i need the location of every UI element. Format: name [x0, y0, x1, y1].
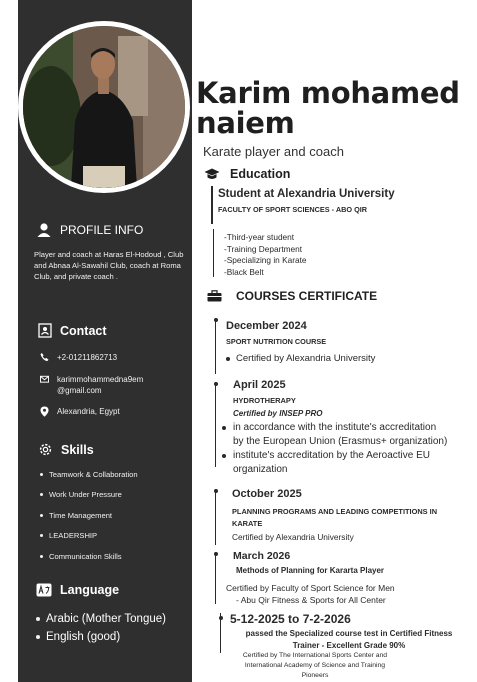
- translate-icon: [36, 583, 52, 597]
- timeline-dot: [219, 616, 223, 620]
- education-title: Education: [230, 167, 291, 181]
- timeline-dot: [214, 318, 218, 322]
- course-2-date: April 2025: [233, 379, 286, 391]
- course-2-bullet-2: [222, 449, 430, 477]
- skill-label: Teamwork & Collaboration: [49, 469, 138, 479]
- timeline-line: [215, 489, 216, 545]
- language-heading: [36, 583, 119, 597]
- course-5-cert-line-2: International Academy of Science and Training: [244, 662, 386, 669]
- language-list: [36, 610, 166, 646]
- course-1-cert: [226, 353, 375, 364]
- courses-title: COURSES CERTIFICATE: [236, 289, 378, 303]
- education-detail: -Specializing in Karate: [224, 255, 307, 265]
- email-icon: [40, 374, 49, 384]
- timeline-dot: [214, 552, 218, 556]
- skill-item: [40, 485, 138, 506]
- email-address[interactable]: [57, 374, 143, 396]
- education-school: Student at Alexandria University: [218, 188, 395, 200]
- contact-location: [40, 406, 120, 417]
- skill-label: Work Under Pressure: [49, 490, 122, 500]
- course-5-cert-line-3: Pioneers: [301, 672, 329, 679]
- education-detail: -Third-year student: [224, 232, 295, 242]
- course-1-title: SPORT NUTRITION COURSE: [226, 337, 327, 346]
- phone-number[interactable]: +2-01211862713: [57, 353, 118, 362]
- language-label: English (good): [46, 631, 121, 643]
- course-4-title: Methods of Planning for Kararta Player: [236, 566, 385, 575]
- bullet: [40, 514, 43, 517]
- courses-heading: [207, 289, 377, 303]
- skill-label: LEADERSHIP: [49, 531, 98, 541]
- contact-card-icon: [38, 323, 52, 338]
- education-details: [224, 232, 307, 278]
- briefcase-icon: [207, 290, 222, 302]
- course-2-bullet-2-line-2: organization: [233, 464, 288, 475]
- skill-item: [40, 546, 138, 567]
- education-detail: -Training Department: [224, 243, 303, 254]
- timeline-line: [211, 186, 213, 224]
- course-1-cert-text: Certified by Alexandria University: [236, 353, 376, 364]
- bullet: [40, 493, 43, 496]
- course-4-cert-line-2: - Abu Qir Fitness & Sports for All Center: [236, 595, 386, 605]
- email-line-1: karimmohammedna9em: [57, 375, 144, 384]
- email-line-2: @gmail.com: [57, 386, 102, 395]
- course-3-title: [232, 506, 437, 529]
- bullet: [40, 555, 43, 558]
- profile-info-heading: [36, 222, 143, 238]
- course-3-title-line-1: PLANNING PROGRAMS AND LEADING COMPETITIONS IN: [232, 507, 438, 516]
- course-2-bullet-1-line-1: in accordance with the institute's accreditation: [233, 422, 437, 433]
- course-2-bullet-1: [222, 421, 447, 449]
- profile-text: Player and coach at Haras El-Hodoud , Club and Abnaa Al-Sawahil Club, coach at Roma Club, and private coach .: [34, 250, 184, 281]
- course-2-title: HYDROTHERAPY: [233, 396, 296, 405]
- graduation-cap-icon: [204, 168, 220, 181]
- full-name: Karim mohamed naiem: [196, 76, 460, 140]
- job-title: Karate player and coach: [203, 144, 344, 159]
- skills-title: Skills: [61, 442, 94, 457]
- timeline-line: [215, 552, 216, 604]
- course-2-bullet-2-line-1: institute's accreditation by the Aeroactive EU: [233, 450, 431, 461]
- bullet: [36, 617, 40, 621]
- language-title: Language: [60, 583, 120, 597]
- course-4-cert-line-1: Certified by Faculty of Sport Science for Men: [226, 583, 395, 593]
- course-3-cert: Certified by Alexandria University: [232, 532, 354, 542]
- course-5-title-line-1: passed the Specialized course test in Certified Fitness: [245, 629, 453, 638]
- course-4-cert: [226, 582, 395, 606]
- bullet: [222, 454, 226, 458]
- course-4-date: March 2026: [233, 550, 291, 562]
- skills-heading: [38, 442, 94, 457]
- course-5-title: [221, 628, 477, 652]
- timeline-line: [213, 229, 214, 277]
- timeline-line: [215, 382, 216, 467]
- education-heading: [204, 167, 290, 181]
- course-5-title-line-2: Trainer - Excellent Grade 90%: [292, 641, 406, 650]
- skill-item: [40, 526, 138, 547]
- user-icon: [36, 222, 52, 238]
- language-item: [36, 628, 166, 646]
- profile-info-title: PROFILE INFO: [60, 223, 144, 237]
- skill-item: [40, 464, 138, 485]
- course-5-date: 5-12-2025 to 7-2-2026: [230, 612, 351, 626]
- course-5-cert: [222, 651, 408, 681]
- timeline-line: [215, 318, 216, 374]
- bullet: [226, 357, 230, 361]
- contact-phone: [40, 352, 117, 363]
- course-3-title-line-2: KARATE: [232, 518, 263, 528]
- bullet: [40, 534, 43, 537]
- contact-title: Contact: [60, 323, 107, 338]
- skill-label: Communication Skills: [49, 551, 122, 561]
- language-item: [36, 610, 166, 628]
- profile-photo: [23, 26, 185, 188]
- timeline-dot: [214, 382, 218, 386]
- location-text: Alexandria, Egypt: [57, 407, 120, 416]
- education-faculty: FACULTY OF SPORT SCIENCES - ABO QIR: [218, 205, 368, 214]
- education-detail: -Black Belt: [224, 266, 264, 277]
- course-2-certified: Certified by INSEP PRO: [233, 409, 323, 418]
- course-2-bullet-1-line-2: by the European Union (Erasmus+ organization): [233, 436, 448, 447]
- gear-icon: [38, 442, 53, 457]
- course-1-date: December 2024: [226, 320, 307, 332]
- contact-heading: [38, 323, 107, 338]
- skill-item: [40, 505, 138, 526]
- skills-list: [40, 464, 138, 567]
- language-label: Arabic (Mother Tongue): [46, 613, 166, 625]
- location-pin-icon: [40, 406, 49, 417]
- skill-label: Time Management: [49, 510, 113, 520]
- course-3-date: October 2025: [232, 488, 302, 500]
- phone-icon: [40, 352, 49, 362]
- bullet: [40, 473, 43, 476]
- timeline-dot: [214, 489, 218, 493]
- bullet: [36, 635, 40, 639]
- contact-email: [40, 374, 143, 396]
- course-5-cert-line-1: Certified by The International Sports Center and: [242, 652, 388, 659]
- bullet: [222, 426, 226, 430]
